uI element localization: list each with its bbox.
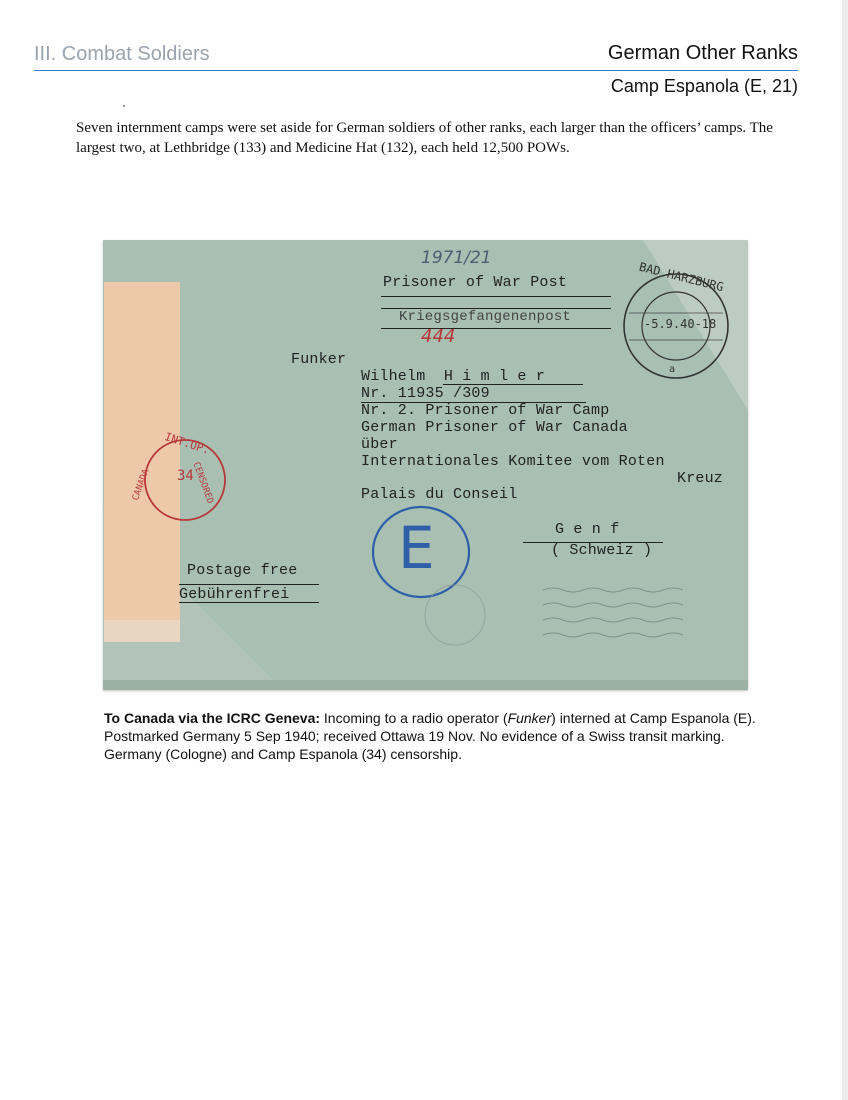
camp-line: Nr. 2. Prisoner of War Camp <box>361 402 610 419</box>
pow-post-underline <box>381 296 611 297</box>
censor-left: CANADA <box>130 468 152 502</box>
kgf-underline <box>381 328 611 329</box>
pow-post-label: Prisoner of War Post <box>383 274 568 291</box>
page-edge <box>842 0 848 1100</box>
via-line: über <box>361 436 398 453</box>
postmark-town: BAD HARZBURG <box>637 259 726 295</box>
red-number: 444 <box>421 326 456 347</box>
caption-lead: To Canada via the ICRC Geneva: <box>104 710 321 726</box>
censor-tape-end <box>104 620 180 642</box>
caption-funker: Funker <box>507 710 552 726</box>
cover-caption <box>104 709 764 763</box>
gebuehrenfrei-underline <box>179 602 319 603</box>
kriegsgefangenenpost-label: Kriegsgefangenenpost <box>399 309 572 325</box>
caption-text-2: ) interned at Camp Espanola (E). Postmarked Germany 5 Sep 1940; received Ottawa 19 Nov. No evidence of a Swiss transit marking. Germany (Cologne) and Camp Espanola (34) censorship. <box>104 710 756 762</box>
palais-line: Palais du Conseil <box>361 486 518 503</box>
kreuz-line: Kreuz <box>677 470 724 487</box>
envelope-cover <box>103 240 748 690</box>
camp-letter: E <box>398 514 435 582</box>
pow-number: Nr. 11935 /309 <box>361 385 490 402</box>
header-rule <box>34 70 798 71</box>
icrc-line: Internationales Komitee vom Roten <box>361 453 665 470</box>
country-line: German Prisoner of War Canada <box>361 419 628 436</box>
rank-label: Funker <box>291 351 347 368</box>
page-heading: German Other Ranks <box>607 42 798 64</box>
country-dest: ( Schweiz ) <box>551 542 653 559</box>
censor-right: CENSORED <box>190 460 215 506</box>
page-subheading: Camp Espanola (E, 21) <box>610 76 798 96</box>
postmark-code: a <box>669 364 676 375</box>
city-line: G e n f <box>555 521 620 538</box>
postage-free: Postage free <box>187 562 298 579</box>
censor-number: 34 <box>177 468 194 484</box>
gebuehrenfrei: Gebührenfrei <box>179 586 290 603</box>
caption-text-1: Incoming to a radio operator ( <box>320 710 508 726</box>
intro-paragraph: Seven internment camps were set aside for German soldiers of other ranks, each larger than the officers’ camps. The largest two, at Lethbridge (133) and Medicine Hat (132), each held 12,500 POWs. <box>76 120 773 156</box>
addressee-name: Wilhelm H i m l e r <box>361 368 546 385</box>
stray-dot <box>123 105 125 107</box>
pencil-note: 1971/21 <box>421 248 492 268</box>
postmark-date: -5.9.40-18 <box>644 317 717 331</box>
section-title: III. Combat Soldiers <box>34 43 210 65</box>
receiving-mark <box>403 570 743 660</box>
postage-free-underline <box>179 584 319 585</box>
censor-top: INT.OP. <box>163 430 212 457</box>
